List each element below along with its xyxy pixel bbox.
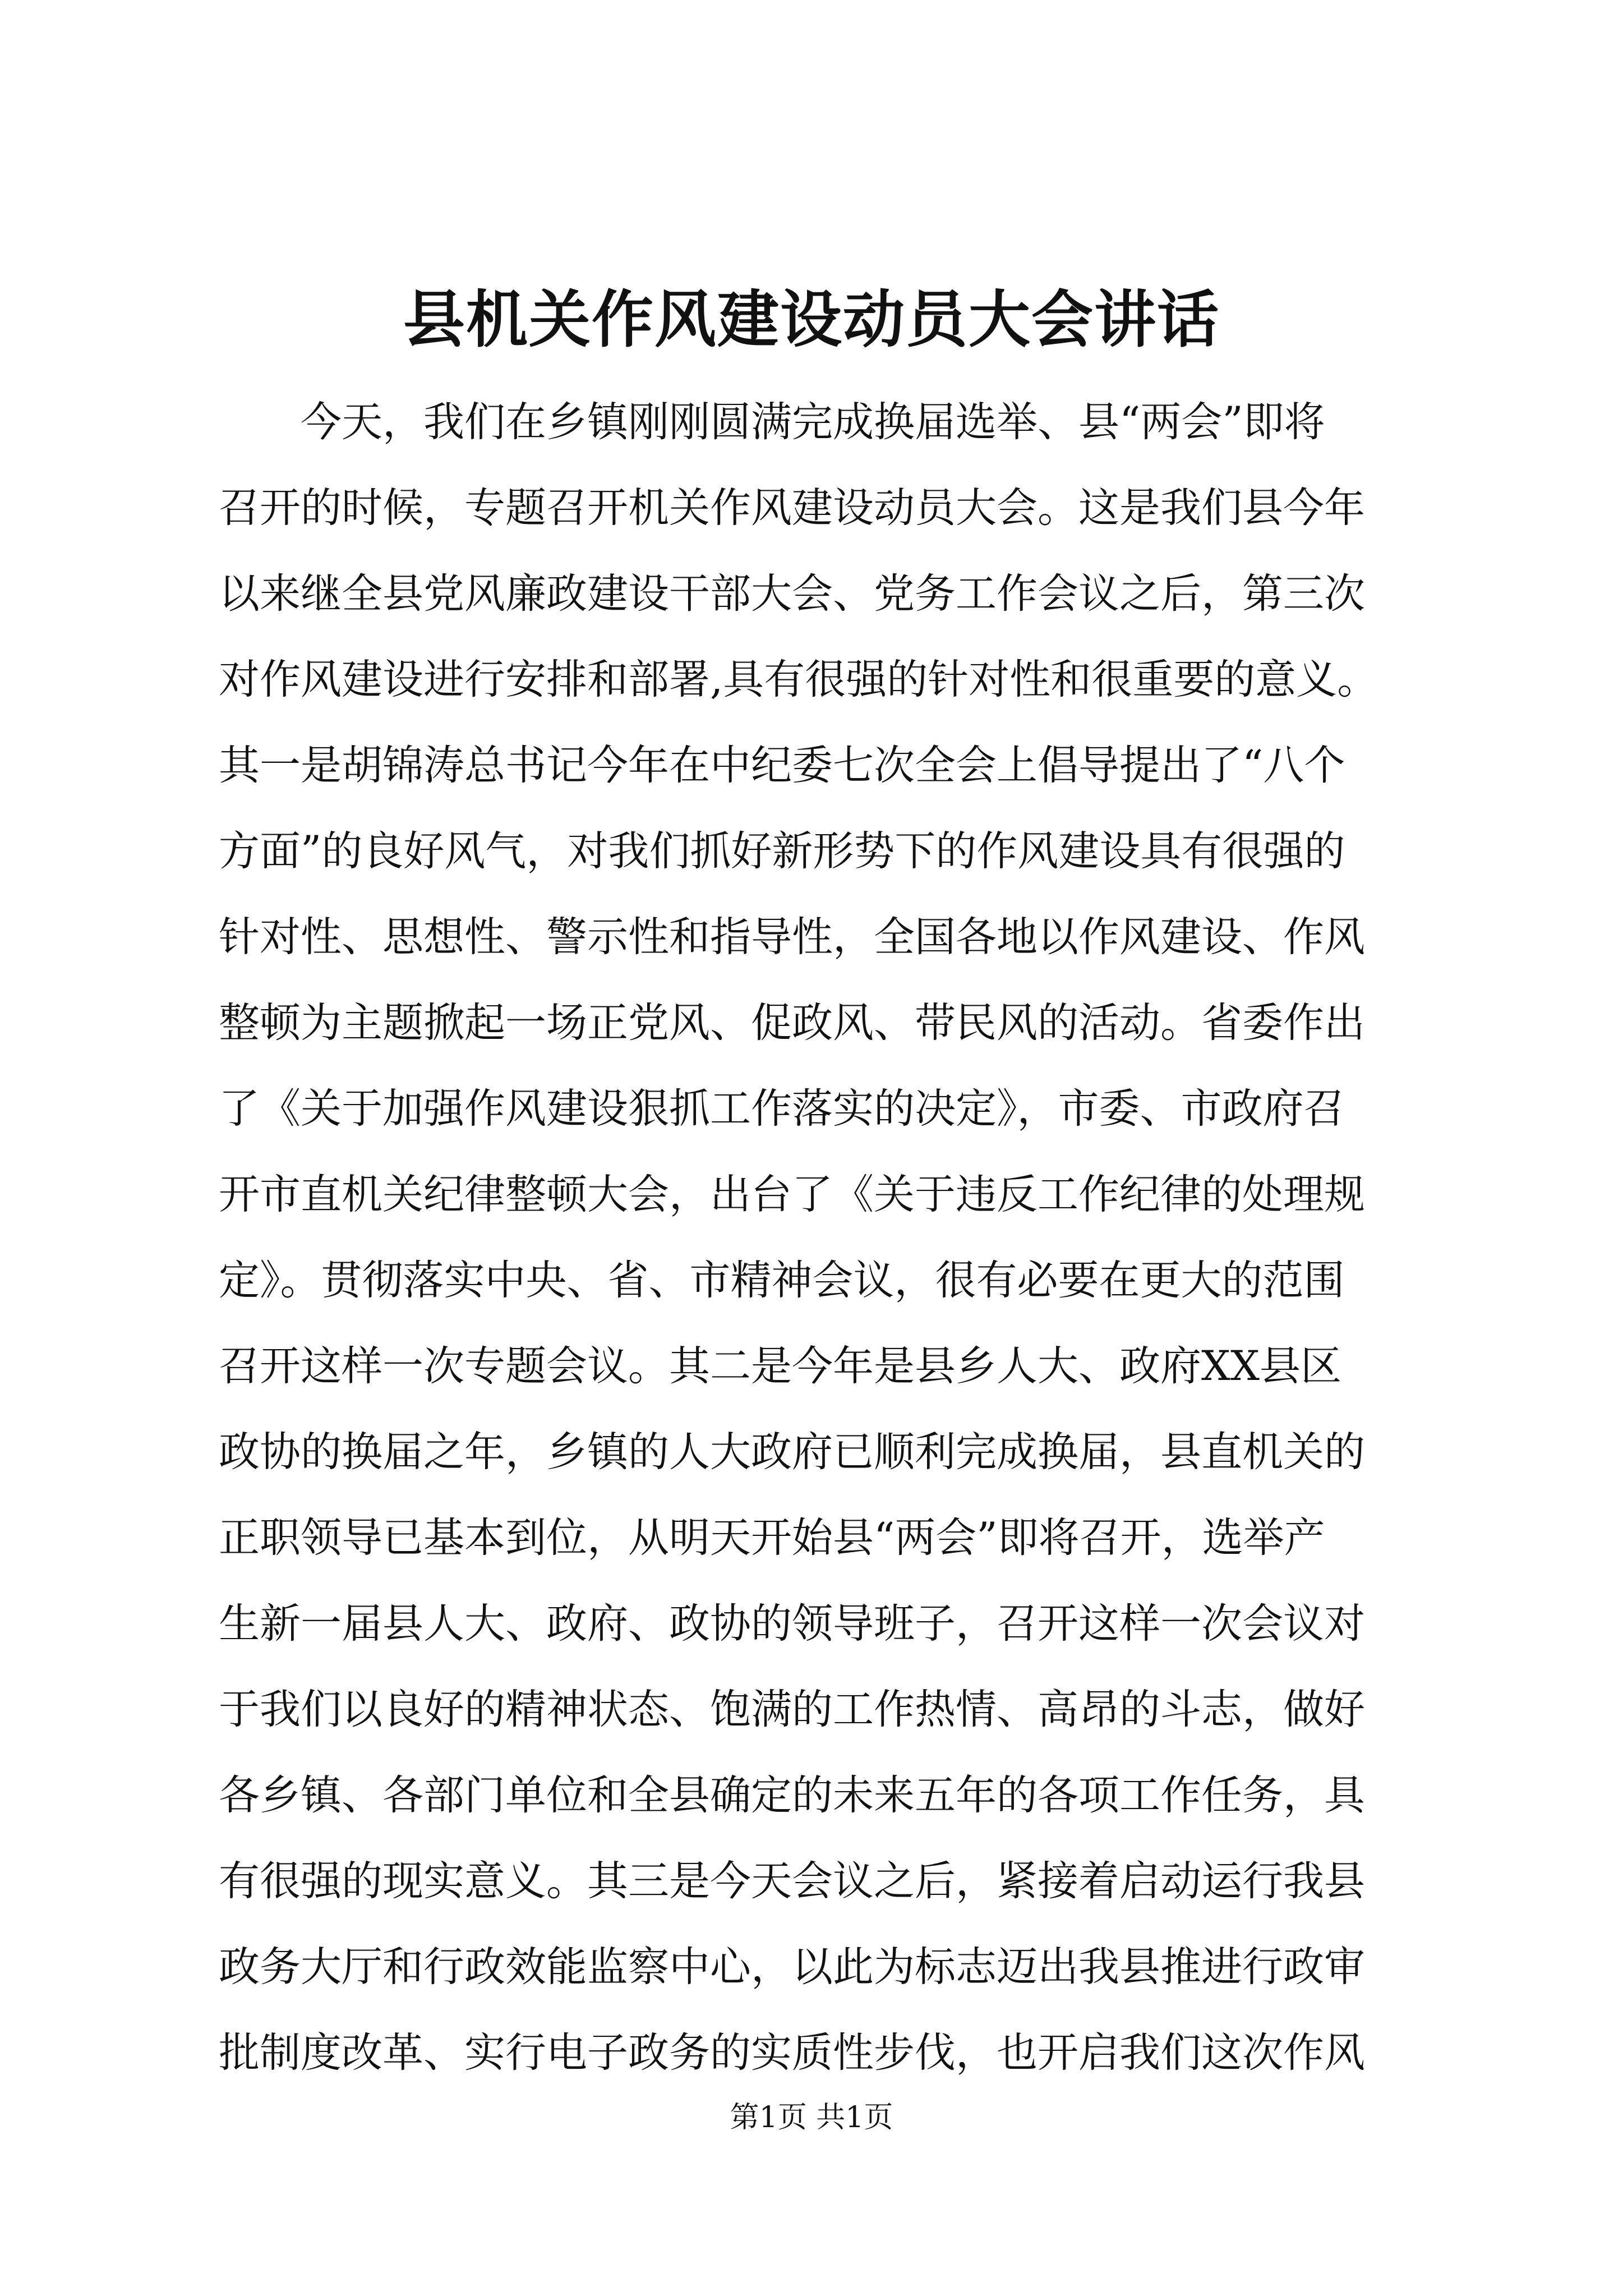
body-line: 了《关于加强作风建设狠抓工作落实的决定》，市委、市政府召 [219, 1085, 1345, 1133]
body-line: 有很强的现实意义。其三是今天会议之后，紧接着启动运行我县 [219, 1857, 1365, 1905]
body-line: 其一是胡锦涛总书记今年在中纪委七次全会上倡导提出了“八个 [219, 742, 1345, 789]
body-line: 正职领导已基本到位，从明天开始县“两会”即将召开，选举产 [219, 1514, 1325, 1562]
body-line: 政务大厅和行政效能监察中心，以此为标志迈出我县推进行政审 [219, 1943, 1365, 1991]
body-line: 召开的时候，专题召开机关作风建设动员大会。这是我们县今年 [219, 484, 1365, 532]
document-body [219, 379, 1453, 2096]
body-line: 召开这样一次专题会议。其二是今年是县乡人大、政府XX县区 [219, 1342, 1341, 1390]
body-line: 批制度改革、实行电子政务的实质性步伐，也开启我们这次作风 [219, 2029, 1365, 2077]
body-line: 各乡镇、各部门单位和全县确定的未来五年的各项工作任务，具 [219, 1772, 1365, 1819]
body-line: 整顿为主题掀起一场正党风、促政风、带民风的活动。省委作出 [219, 999, 1365, 1047]
document-title: 县机关作风建设动员大会讲话 [403, 283, 1220, 356]
body-line: 生新一届县人大、政府、政协的领导班子，召开这样一次会议对 [219, 1600, 1365, 1648]
page-footer: 第1页 共1页 [730, 2101, 893, 2134]
body-line: 方面”的良好风气，对我们抓好新形势下的作风建设具有很强的 [219, 827, 1345, 875]
body-line: 定》。贯彻落实中央、省、市精神会议，很有必要在更大的范围 [219, 1257, 1345, 1304]
body-line: 今天，我们在乡镇刚刚圆满完成换届选举、县“两会”即将 [301, 398, 1325, 446]
body-line: 对作风建设进行安排和部署,具有很强的针对性和很重要的意义。 [219, 656, 1378, 703]
body-line: 于我们以良好的精神状态、饱满的工作热情、高昂的斗志，做好 [219, 1686, 1365, 1733]
body-line: 以来继全县党风廉政建设干部大会、党务工作会议之后，第三次 [219, 570, 1365, 618]
body-line: 开市直机关纪律整顿大会，出台了《关于违反工作纪律的处理规 [219, 1171, 1365, 1218]
body-line: 针对性、思想性、警示性和指导性，全国各地以作风建设、作风 [219, 913, 1365, 961]
body-line: 政协的换届之年，乡镇的人大政府已顺利完成换届，县直机关的 [219, 1428, 1365, 1476]
